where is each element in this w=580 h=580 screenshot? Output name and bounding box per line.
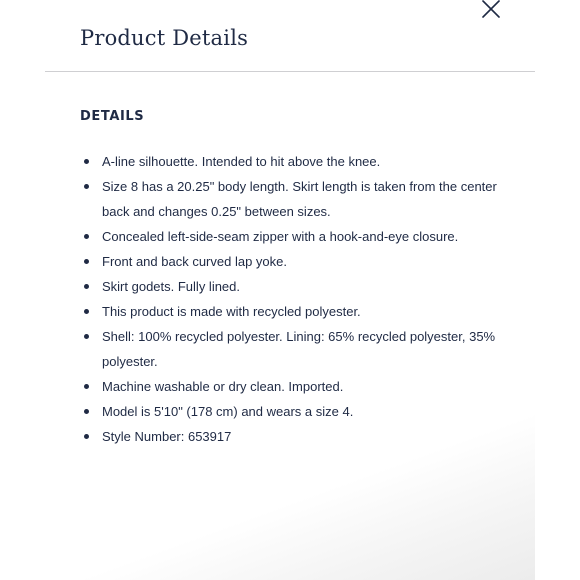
list-item: A-line silhouette. Intended to hit above the knee. xyxy=(80,149,500,174)
header-divider xyxy=(45,71,535,72)
list-item: Machine washable or dry clean. Imported. xyxy=(80,374,500,399)
close-icon xyxy=(480,0,502,20)
list-item: Concealed left-side-seam zipper with a hook-and-eye closure. xyxy=(80,224,500,249)
details-list xyxy=(80,149,500,449)
list-item: This product is made with recycled polyester. xyxy=(80,299,500,324)
list-item: Size 8 has a 20.25" body length. Skirt length is taken from the center back and changes 0.25" between sizes. xyxy=(80,174,500,224)
list-item: Shell: 100% recycled polyester. Lining: 65% recycled polyester, 35% polyester. xyxy=(80,324,500,374)
page-title: Product Details xyxy=(80,26,249,50)
list-item: Front and back curved lap yoke. xyxy=(80,249,500,274)
list-item: Skirt godets. Fully lined. xyxy=(80,274,500,299)
close-button[interactable] xyxy=(480,0,502,20)
list-item: Model is 5'10" (178 cm) and wears a size 4. xyxy=(80,399,500,424)
list-item: Style Number: 653917 xyxy=(80,424,500,449)
details-heading: DETAILS xyxy=(80,109,145,124)
